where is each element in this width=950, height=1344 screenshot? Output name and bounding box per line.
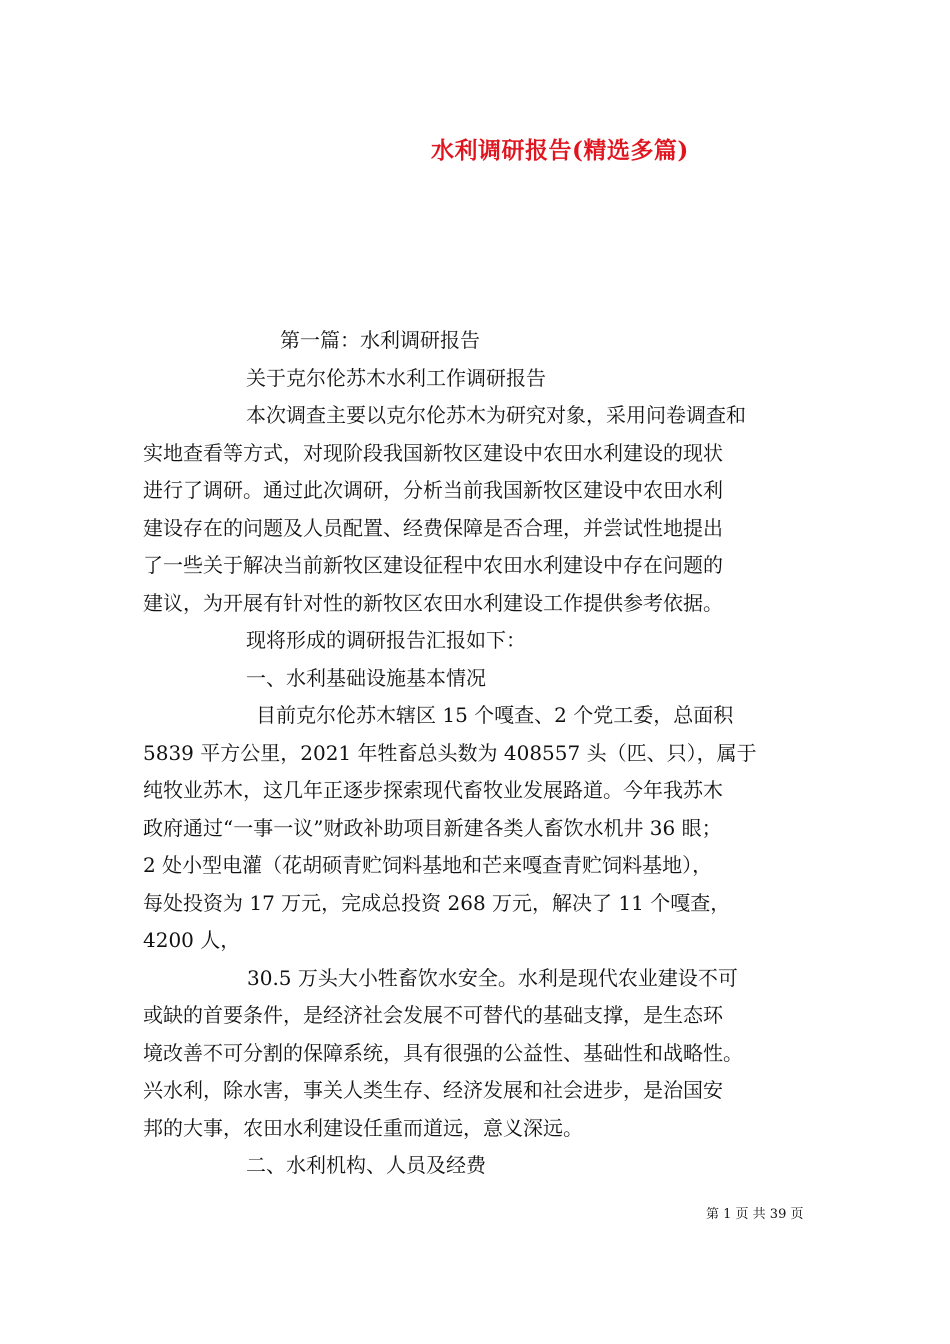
paragraph-line: 或缺的首要条件，是经济社会发展不可替代的基础支撑，是生态环 [143,1003,723,1027]
document-title: 水利调研报告(精选多篇) [431,137,689,164]
paragraph-line: 政府通过“一事一议”财政补助项目新建各类人畜饮水机井 36 眼； [143,815,722,840]
paragraph-line: 了一些关于解决当前新牧区建设征程中农田水利建设中存在问题的 [143,553,723,577]
paragraph-line: 邦的大事，农田水利建设任重而道远，意义深远。 [143,1115,583,1140]
report-title: 关于克尔伦苏木水利工作调研报告 [246,365,546,390]
paragraph-line: 进行了调研。通过此次调研，分析当前我国新牧区建设中农田水利 [143,478,723,502]
paragraph-line: 每处投资为 17 万元，完成总投资 268 万元，解决了 11 个嘎查， [143,890,731,915]
paragraph-line: 现将形成的调研报告汇报如下： [246,628,526,652]
paragraph-line: 境改善不可分割的保障系统，具有很强的公益性、基础性和战略性。 [143,1040,743,1065]
paragraph-line: 目前克尔伦苏木辖区 15 个嘎查、2 个党工委，总面积 [256,703,734,727]
paragraph-line: 4200 人， [143,928,241,952]
section-heading: 第一篇：水利调研报告 [280,328,480,352]
paragraph-line: 兴水利，除水害，事关人类生存、经济发展和社会进步，是治国安 [143,1078,723,1102]
paragraph-line: 30.5 万头大小牲畜饮水安全。水利是现代农业建设不可 [247,965,738,990]
subsection-heading: 一、水利基础设施基本情况 [246,665,486,690]
subsection-heading: 二、水利机构、人员及经费 [246,1153,486,1177]
paragraph-line: 纯牧业苏木，这几年正逐步探索现代畜牧业发展路道。今年我苏木 [143,778,723,802]
paragraph-line: 本次调查主要以克尔伦苏木为研究对象，采用问卷调查和 [246,403,746,427]
paragraph-line: 建设存在的问题及人员配置、经费保障是否合理，并尝试性地提出 [143,515,723,540]
document-body [143,322,813,1185]
paragraph-line: 实地查看等方式，对现阶段我国新牧区建设中农田水利建设的现状 [143,440,723,465]
page-number-footer: 第 1 页 共 39 页 [706,1207,804,1222]
paragraph-line: 2 处小型电灌（花胡硕青贮饲料基地和芒来嘎查青贮饲料基地）， [143,853,713,877]
paragraph-line: 建议，为开展有针对性的新牧区农田水利建设工作提供参考依据。 [143,590,723,615]
paragraph-line: 5839 平方公里，2021 年牲畜总头数为 408557 头（匹、只），属于 [143,740,757,765]
